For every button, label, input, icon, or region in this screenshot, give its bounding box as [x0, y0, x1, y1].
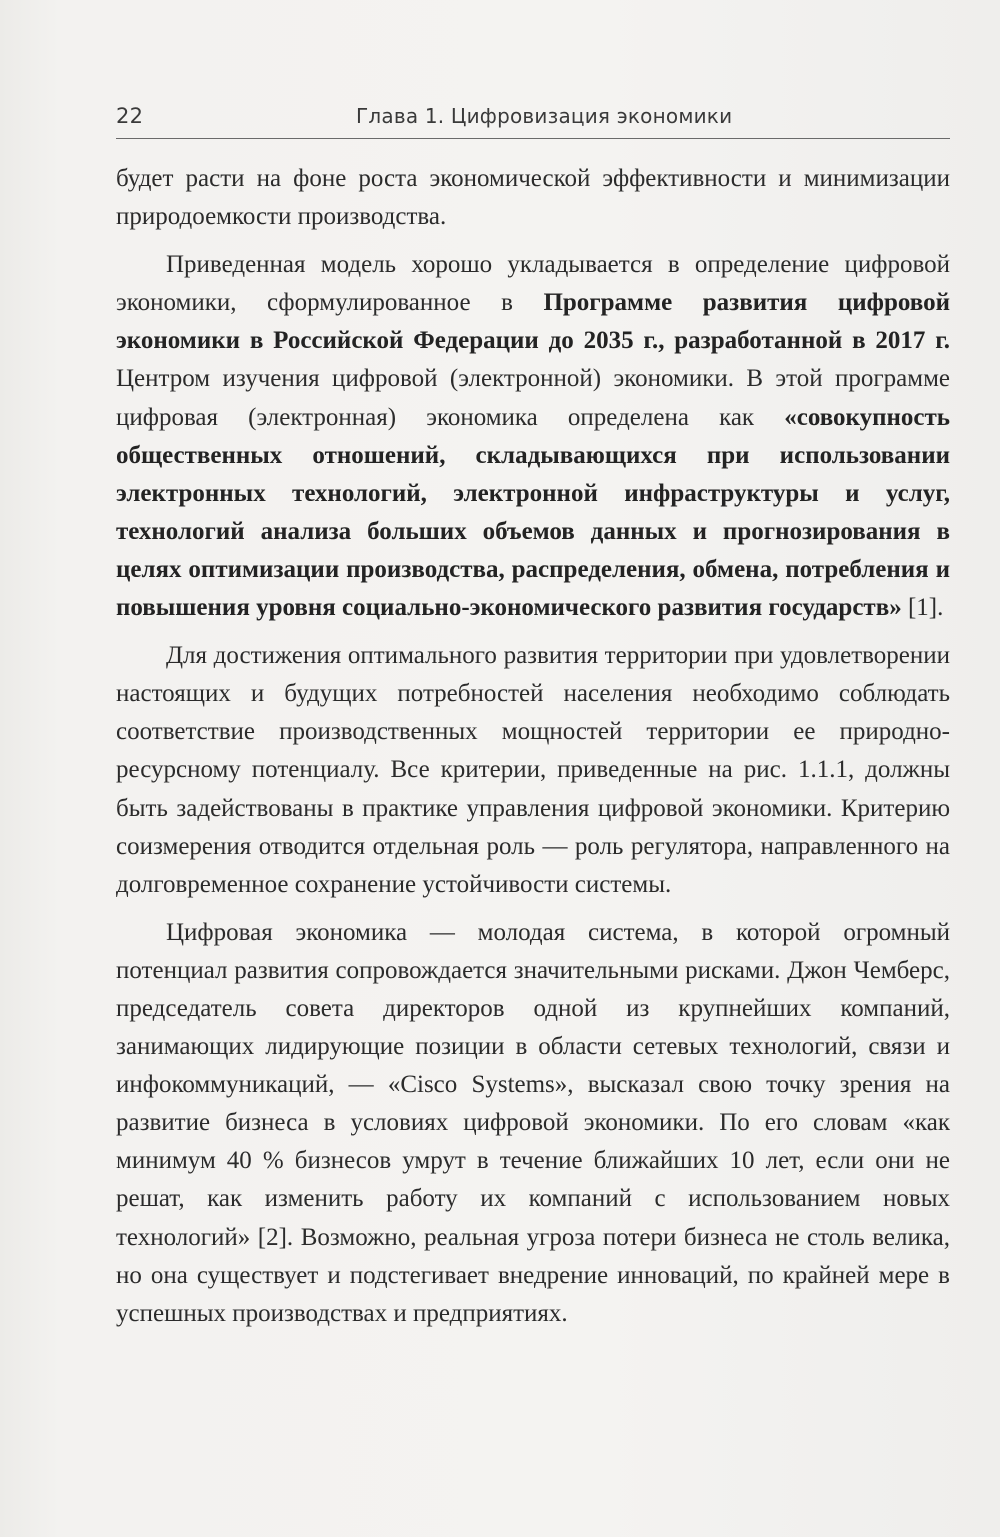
body-text — [116, 160, 950, 1333]
page-number: 22 — [116, 104, 144, 128]
paragraph-territory — [116, 637, 950, 904]
paragraph-continuation — [116, 160, 950, 236]
text-run: Центром изучения цифровой (электронной) экономики. В этой программе цифровая (электронная) экономика определена как — [116, 365, 950, 431]
program-title-bold: Программе развития цифровой экономики в Российской Федерации до 2035 г., разработанной в 2017 г. — [116, 289, 950, 355]
text-run: Для достижения оптимального развития территории при удовлетворении настоящих и будущих потребностей населения необходимо соблюдать соответствие производственных мощностей территории ее природно-ресурсному потенциалу. Все критерии, приведенные на рис. 1.1.1, должны быть задействованы в практике управления цифровой экономики. Критерию соизмерения отводится отдельная роль — роль регулятора, направленного на долговременное сохранение устойчивости системы. — [116, 642, 950, 898]
running-header — [116, 98, 950, 139]
text-run: будет расти на фоне роста экономической эффективности и минимизации природоемкости производства. — [116, 165, 950, 231]
citation-ref: [1]. — [901, 594, 944, 622]
text-run: Цифровая экономика — молодая система, в которой огромный потенциал развития сопровождается значительными рисками. Джон Чемберс, председатель совета директоров одной из крупнейших компаний, занимающих лидирующие позиции в области сетевых технологий, связи и инфокоммуникаций, — «Cisco Systems», высказал свою точку зрения на развитие бизнеса в условиях цифровой экономики. По его словам «как минимум 40 % бизнесов умрут в течение ближайших 10 лет, если они не решат, как изменить работу их компаний с использованием новых технологий» [2]. Возможно, реальная угроза потери бизнеса не столь велика, но она существует и подстегивает внедрение инноваций, по крайней мере в успешных производствах и предприятиях. — [116, 918, 950, 1327]
text-run: Приведенная модель хорошо укладывается в определение цифровой экономики, сформулированное в — [116, 251, 950, 317]
definition-quote-bold: «совокупность общественных отношений, складывающихся при использовании электронных технологий, электронной инфраструктуры и услуг, технологий анализа больших объемов данных и прогнозирования в целях оптимизации производства, распределения, обмена, потребления и повышения уровня социально-экономического развития государств» — [116, 403, 950, 622]
chapter-title: Глава 1. Цифровизация экономики — [356, 104, 733, 128]
paragraph-chambers — [116, 914, 950, 1333]
paragraph-definition — [116, 246, 950, 627]
